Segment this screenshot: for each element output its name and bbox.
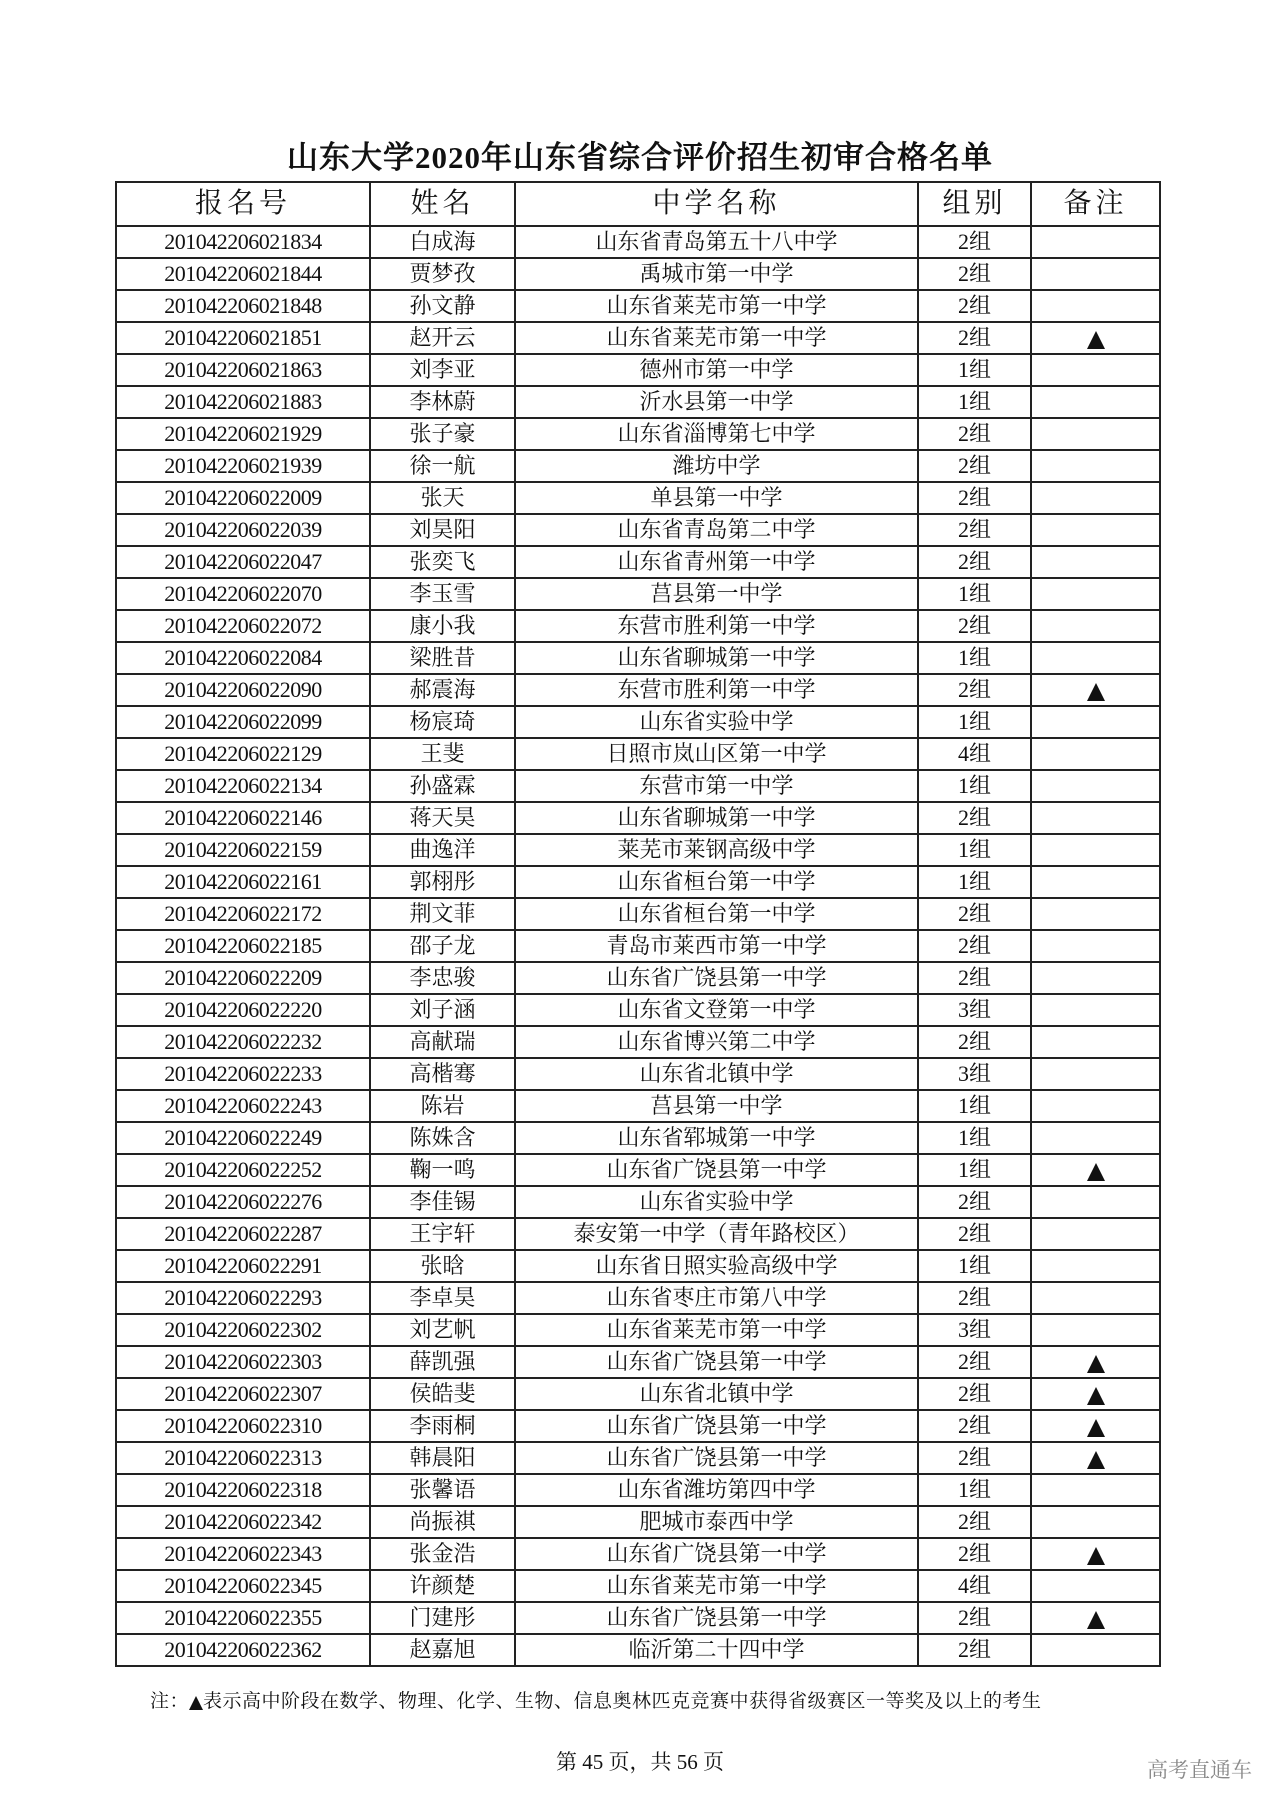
cell-group: 3组 bbox=[918, 1058, 1031, 1090]
cell-school: 莱芜市莱钢高级中学 bbox=[515, 834, 918, 866]
cell-remark bbox=[1031, 802, 1160, 834]
header-name: 姓名 bbox=[370, 182, 515, 226]
cell-group: 2组 bbox=[918, 258, 1031, 290]
cell-name: 许颜楚 bbox=[370, 1570, 515, 1602]
cell-name: 赵开云 bbox=[370, 322, 515, 354]
triangle-icon bbox=[1087, 1419, 1105, 1437]
cell-id: 201042206022233 bbox=[116, 1058, 370, 1090]
cell-school: 山东省广饶县第一中学 bbox=[515, 1602, 918, 1634]
cell-school: 山东省广饶县第一中学 bbox=[515, 962, 918, 994]
cell-group: 1组 bbox=[918, 866, 1031, 898]
table-row bbox=[116, 866, 1160, 898]
table-row bbox=[116, 1154, 1160, 1186]
table-row bbox=[116, 738, 1160, 770]
cell-name: 邵子龙 bbox=[370, 930, 515, 962]
table-row bbox=[116, 1090, 1160, 1122]
cell-name: 郝震海 bbox=[370, 674, 515, 706]
cell-school: 东营市胜利第一中学 bbox=[515, 610, 918, 642]
cell-group: 1组 bbox=[918, 1090, 1031, 1122]
cell-remark bbox=[1031, 1090, 1160, 1122]
table-row bbox=[116, 674, 1160, 706]
cell-id: 201042206021929 bbox=[116, 418, 370, 450]
cell-name: 鞠一鸣 bbox=[370, 1154, 515, 1186]
candidate-table bbox=[115, 181, 1161, 1667]
cell-id: 201042206022047 bbox=[116, 546, 370, 578]
table-row bbox=[116, 1314, 1160, 1346]
table-row bbox=[116, 642, 1160, 674]
table-row bbox=[116, 1122, 1160, 1154]
cell-remark bbox=[1031, 898, 1160, 930]
cell-id: 201042206022287 bbox=[116, 1218, 370, 1250]
cell-id: 201042206022099 bbox=[116, 706, 370, 738]
cell-group: 2组 bbox=[918, 962, 1031, 994]
cell-name: 门建彤 bbox=[370, 1602, 515, 1634]
cell-id: 201042206022159 bbox=[116, 834, 370, 866]
cell-id: 201042206022220 bbox=[116, 994, 370, 1026]
table-row bbox=[116, 610, 1160, 642]
cell-remark bbox=[1031, 1570, 1160, 1602]
cell-id: 201042206022185 bbox=[116, 930, 370, 962]
table-row bbox=[116, 514, 1160, 546]
page-number: 第 45 页，共 56 页 bbox=[556, 1750, 724, 1774]
cell-remark bbox=[1031, 994, 1160, 1026]
cell-group: 2组 bbox=[918, 290, 1031, 322]
triangle-icon bbox=[1087, 1451, 1105, 1469]
table-row bbox=[116, 994, 1160, 1026]
cell-id: 201042206022302 bbox=[116, 1314, 370, 1346]
cell-remark bbox=[1031, 514, 1160, 546]
cell-remark bbox=[1031, 1058, 1160, 1090]
cell-school: 山东省日照实验高级中学 bbox=[515, 1250, 918, 1282]
cell-school: 山东省广饶县第一中学 bbox=[515, 1346, 918, 1378]
cell-group: 2组 bbox=[918, 514, 1031, 546]
cell-name: 李雨桐 bbox=[370, 1410, 515, 1442]
cell-school: 临沂第二十四中学 bbox=[515, 1634, 918, 1666]
cell-school: 山东省实验中学 bbox=[515, 706, 918, 738]
table-header-row bbox=[116, 182, 1160, 226]
cell-name: 陈姝含 bbox=[370, 1122, 515, 1154]
cell-group: 2组 bbox=[918, 1634, 1031, 1666]
cell-id: 201042206022342 bbox=[116, 1506, 370, 1538]
cell-remark bbox=[1031, 386, 1160, 418]
header-group: 组别 bbox=[918, 182, 1031, 226]
cell-remark bbox=[1031, 1218, 1160, 1250]
cell-name: 张天 bbox=[370, 482, 515, 514]
cell-remark bbox=[1031, 674, 1160, 706]
cell-group: 1组 bbox=[918, 1474, 1031, 1506]
cell-school: 山东省桓台第一中学 bbox=[515, 866, 918, 898]
cell-school: 泰安第一中学（青年路校区） bbox=[515, 1218, 918, 1250]
cell-name: 尚振祺 bbox=[370, 1506, 515, 1538]
triangle-icon bbox=[1087, 1611, 1105, 1629]
cell-group: 2组 bbox=[918, 1026, 1031, 1058]
cell-school: 山东省广饶县第一中学 bbox=[515, 1538, 918, 1570]
table-row bbox=[116, 1250, 1160, 1282]
cell-school: 山东省广饶县第一中学 bbox=[515, 1154, 918, 1186]
cell-group: 2组 bbox=[918, 1282, 1031, 1314]
cell-group: 2组 bbox=[918, 898, 1031, 930]
table-row bbox=[116, 1186, 1160, 1218]
cell-name: 王斐 bbox=[370, 738, 515, 770]
table-row bbox=[116, 1634, 1160, 1666]
cell-group: 2组 bbox=[918, 1442, 1031, 1474]
cell-remark bbox=[1031, 322, 1160, 354]
cell-group: 2组 bbox=[918, 930, 1031, 962]
cell-id: 201042206021939 bbox=[116, 450, 370, 482]
cell-name: 孙盛霖 bbox=[370, 770, 515, 802]
table-row bbox=[116, 418, 1160, 450]
cell-remark bbox=[1031, 1346, 1160, 1378]
table-row bbox=[116, 802, 1160, 834]
cell-group: 3组 bbox=[918, 1314, 1031, 1346]
cell-id: 201042206022252 bbox=[116, 1154, 370, 1186]
table-row bbox=[116, 706, 1160, 738]
cell-name: 刘艺帆 bbox=[370, 1314, 515, 1346]
cell-school: 肥城市泰西中学 bbox=[515, 1506, 918, 1538]
cell-school: 山东省聊城第一中学 bbox=[515, 642, 918, 674]
table-row bbox=[116, 1474, 1160, 1506]
cell-school: 山东省淄博第七中学 bbox=[515, 418, 918, 450]
cell-school: 山东省桓台第一中学 bbox=[515, 898, 918, 930]
cell-group: 4组 bbox=[918, 1570, 1031, 1602]
cell-remark bbox=[1031, 866, 1160, 898]
cell-group: 2组 bbox=[918, 1346, 1031, 1378]
table-row bbox=[116, 1410, 1160, 1442]
triangle-icon bbox=[189, 1696, 203, 1710]
cell-school: 山东省实验中学 bbox=[515, 1186, 918, 1218]
table-row bbox=[116, 1570, 1160, 1602]
cell-remark bbox=[1031, 1186, 1160, 1218]
triangle-icon bbox=[1087, 331, 1105, 349]
cell-name: 张晗 bbox=[370, 1250, 515, 1282]
cell-group: 2组 bbox=[918, 322, 1031, 354]
cell-group: 2组 bbox=[918, 1602, 1031, 1634]
cell-name: 杨宸琦 bbox=[370, 706, 515, 738]
cell-group: 1组 bbox=[918, 706, 1031, 738]
table-row bbox=[116, 1538, 1160, 1570]
cell-remark bbox=[1031, 546, 1160, 578]
cell-name: 李佳锡 bbox=[370, 1186, 515, 1218]
cell-id: 201042206022291 bbox=[116, 1250, 370, 1282]
table-row bbox=[116, 1282, 1160, 1314]
cell-remark bbox=[1031, 962, 1160, 994]
cell-group: 1组 bbox=[918, 386, 1031, 418]
cell-remark bbox=[1031, 482, 1160, 514]
cell-id: 201042206022303 bbox=[116, 1346, 370, 1378]
cell-name: 张奕飞 bbox=[370, 546, 515, 578]
table-row bbox=[116, 930, 1160, 962]
cell-name: 薛凯强 bbox=[370, 1346, 515, 1378]
cell-school: 山东省聊城第一中学 bbox=[515, 802, 918, 834]
cell-name: 韩晨阳 bbox=[370, 1442, 515, 1474]
cell-id: 201042206021834 bbox=[116, 226, 370, 258]
cell-id: 201042206022243 bbox=[116, 1090, 370, 1122]
cell-school: 山东省青岛第五十八中学 bbox=[515, 226, 918, 258]
cell-name: 陈岩 bbox=[370, 1090, 515, 1122]
cell-remark bbox=[1031, 610, 1160, 642]
cell-name: 曲逸洋 bbox=[370, 834, 515, 866]
cell-school: 山东省博兴第二中学 bbox=[515, 1026, 918, 1058]
cell-id: 201042206022090 bbox=[116, 674, 370, 706]
cell-school: 单县第一中学 bbox=[515, 482, 918, 514]
cell-remark bbox=[1031, 578, 1160, 610]
cell-name: 高楷骞 bbox=[370, 1058, 515, 1090]
watermark: 高考直通车 bbox=[1147, 1758, 1252, 1782]
cell-name: 李林蔚 bbox=[370, 386, 515, 418]
cell-id: 201042206022232 bbox=[116, 1026, 370, 1058]
cell-group: 2组 bbox=[918, 450, 1031, 482]
cell-name: 李玉雪 bbox=[370, 578, 515, 610]
table-row bbox=[116, 258, 1160, 290]
cell-group: 1组 bbox=[918, 642, 1031, 674]
cell-group: 2组 bbox=[918, 1410, 1031, 1442]
table-row bbox=[116, 1026, 1160, 1058]
cell-group: 1组 bbox=[918, 1122, 1031, 1154]
cell-remark bbox=[1031, 450, 1160, 482]
cell-group: 2组 bbox=[918, 610, 1031, 642]
cell-group: 2组 bbox=[918, 1506, 1031, 1538]
cell-remark bbox=[1031, 1026, 1160, 1058]
cell-remark bbox=[1031, 1282, 1160, 1314]
cell-group: 2组 bbox=[918, 482, 1031, 514]
table-row bbox=[116, 770, 1160, 802]
cell-id: 201042206022313 bbox=[116, 1442, 370, 1474]
cell-remark bbox=[1031, 1442, 1160, 1474]
cell-name: 梁胜昔 bbox=[370, 642, 515, 674]
footnote-prefix: 注： bbox=[150, 1691, 190, 1712]
cell-id: 201042206022161 bbox=[116, 866, 370, 898]
table-row bbox=[116, 290, 1160, 322]
cell-remark bbox=[1031, 1250, 1160, 1282]
cell-group: 1组 bbox=[918, 770, 1031, 802]
cell-id: 201042206022129 bbox=[116, 738, 370, 770]
cell-remark bbox=[1031, 1410, 1160, 1442]
cell-id: 201042206021851 bbox=[116, 322, 370, 354]
cell-school: 山东省文登第一中学 bbox=[515, 994, 918, 1026]
cell-school: 东营市第一中学 bbox=[515, 770, 918, 802]
cell-school: 莒县第一中学 bbox=[515, 578, 918, 610]
cell-id: 201042206022276 bbox=[116, 1186, 370, 1218]
cell-group: 2组 bbox=[918, 226, 1031, 258]
cell-school: 山东省北镇中学 bbox=[515, 1378, 918, 1410]
cell-id: 201042206021883 bbox=[116, 386, 370, 418]
table-row bbox=[116, 482, 1160, 514]
cell-name: 刘昊阳 bbox=[370, 514, 515, 546]
cell-school: 山东省广饶县第一中学 bbox=[515, 1442, 918, 1474]
cell-remark bbox=[1031, 418, 1160, 450]
cell-remark bbox=[1031, 258, 1160, 290]
cell-remark bbox=[1031, 1506, 1160, 1538]
cell-name: 张馨语 bbox=[370, 1474, 515, 1506]
page-title: 山东大学2020年山东省综合评价招生初审合格名单 bbox=[287, 140, 993, 175]
cell-school: 山东省北镇中学 bbox=[515, 1058, 918, 1090]
cell-id: 201042206022084 bbox=[116, 642, 370, 674]
table-row bbox=[116, 226, 1160, 258]
cell-group: 2组 bbox=[918, 674, 1031, 706]
cell-group: 1组 bbox=[918, 1154, 1031, 1186]
header-id: 报名号 bbox=[116, 182, 370, 226]
cell-group: 1组 bbox=[918, 1250, 1031, 1282]
cell-name: 康小我 bbox=[370, 610, 515, 642]
table-row bbox=[116, 1218, 1160, 1250]
cell-school: 山东省青州第一中学 bbox=[515, 546, 918, 578]
cell-school: 山东省潍坊第四中学 bbox=[515, 1474, 918, 1506]
cell-school: 潍坊中学 bbox=[515, 450, 918, 482]
cell-id: 201042206022362 bbox=[116, 1634, 370, 1666]
cell-school: 山东省莱芜市第一中学 bbox=[515, 1570, 918, 1602]
cell-school: 山东省郓城第一中学 bbox=[515, 1122, 918, 1154]
cell-remark bbox=[1031, 1634, 1160, 1666]
table-row bbox=[116, 354, 1160, 386]
cell-remark bbox=[1031, 642, 1160, 674]
cell-remark bbox=[1031, 930, 1160, 962]
cell-id: 201042206022293 bbox=[116, 1282, 370, 1314]
cell-id: 201042206022318 bbox=[116, 1474, 370, 1506]
cell-group: 2组 bbox=[918, 418, 1031, 450]
table-row bbox=[116, 1058, 1160, 1090]
cell-group: 2组 bbox=[918, 802, 1031, 834]
table-row bbox=[116, 1378, 1160, 1410]
table-row bbox=[116, 1346, 1160, 1378]
cell-school: 山东省莱芜市第一中学 bbox=[515, 1314, 918, 1346]
cell-name: 张子豪 bbox=[370, 418, 515, 450]
triangle-icon bbox=[1087, 1547, 1105, 1565]
cell-id: 201042206022146 bbox=[116, 802, 370, 834]
header-school: 中学名称 bbox=[515, 182, 918, 226]
cell-group: 2组 bbox=[918, 546, 1031, 578]
cell-group: 2组 bbox=[918, 1218, 1031, 1250]
cell-id: 201042206022355 bbox=[116, 1602, 370, 1634]
cell-remark bbox=[1031, 1474, 1160, 1506]
cell-id: 201042206022009 bbox=[116, 482, 370, 514]
cell-name: 蒋天昊 bbox=[370, 802, 515, 834]
cell-id: 201042206022310 bbox=[116, 1410, 370, 1442]
cell-group: 4组 bbox=[918, 738, 1031, 770]
cell-name: 张金浩 bbox=[370, 1538, 515, 1570]
cell-school: 日照市岚山区第一中学 bbox=[515, 738, 918, 770]
cell-id: 201042206021848 bbox=[116, 290, 370, 322]
cell-school: 德州市第一中学 bbox=[515, 354, 918, 386]
cell-remark bbox=[1031, 1314, 1160, 1346]
cell-group: 1组 bbox=[918, 834, 1031, 866]
cell-id: 201042206022070 bbox=[116, 578, 370, 610]
table-row bbox=[116, 834, 1160, 866]
cell-school: 山东省莱芜市第一中学 bbox=[515, 290, 918, 322]
table-row bbox=[116, 1506, 1160, 1538]
cell-remark bbox=[1031, 1122, 1160, 1154]
cell-remark bbox=[1031, 706, 1160, 738]
cell-remark bbox=[1031, 770, 1160, 802]
cell-name: 王宇轩 bbox=[370, 1218, 515, 1250]
table-row bbox=[116, 578, 1160, 610]
cell-school: 青岛市莱西市第一中学 bbox=[515, 930, 918, 962]
cell-remark bbox=[1031, 226, 1160, 258]
header-remark: 备注 bbox=[1031, 182, 1160, 226]
table-row bbox=[116, 386, 1160, 418]
table-row bbox=[116, 450, 1160, 482]
cell-name: 荆文菲 bbox=[370, 898, 515, 930]
cell-remark bbox=[1031, 1154, 1160, 1186]
cell-id: 201042206022343 bbox=[116, 1538, 370, 1570]
cell-id: 201042206021844 bbox=[116, 258, 370, 290]
cell-school: 山东省莱芜市第一中学 bbox=[515, 322, 918, 354]
cell-school: 莒县第一中学 bbox=[515, 1090, 918, 1122]
cell-id: 201042206022249 bbox=[116, 1122, 370, 1154]
cell-name: 白成海 bbox=[370, 226, 515, 258]
cell-remark bbox=[1031, 1538, 1160, 1570]
cell-school: 山东省广饶县第一中学 bbox=[515, 1410, 918, 1442]
cell-id: 201042206022039 bbox=[116, 514, 370, 546]
cell-name: 高献瑞 bbox=[370, 1026, 515, 1058]
cell-school: 禹城市第一中学 bbox=[515, 258, 918, 290]
cell-id: 201042206022134 bbox=[116, 770, 370, 802]
table-row bbox=[116, 898, 1160, 930]
cell-school: 东营市胜利第一中学 bbox=[515, 674, 918, 706]
cell-group: 1组 bbox=[918, 578, 1031, 610]
cell-name: 侯皓斐 bbox=[370, 1378, 515, 1410]
cell-name: 刘李亚 bbox=[370, 354, 515, 386]
cell-name: 贾梦孜 bbox=[370, 258, 515, 290]
cell-name: 李卓昊 bbox=[370, 1282, 515, 1314]
table-row bbox=[116, 1602, 1160, 1634]
cell-remark bbox=[1031, 738, 1160, 770]
table-row bbox=[116, 1442, 1160, 1474]
cell-name: 刘子涵 bbox=[370, 994, 515, 1026]
footnote bbox=[150, 1686, 1042, 1713]
cell-remark bbox=[1031, 834, 1160, 866]
cell-remark bbox=[1031, 1602, 1160, 1634]
cell-group: 1组 bbox=[918, 354, 1031, 386]
cell-group: 2组 bbox=[918, 1538, 1031, 1570]
triangle-icon bbox=[1087, 1355, 1105, 1373]
cell-name: 孙文静 bbox=[370, 290, 515, 322]
table-row bbox=[116, 962, 1160, 994]
triangle-icon bbox=[1087, 683, 1105, 701]
triangle-icon bbox=[1087, 1163, 1105, 1181]
cell-name: 李忠骏 bbox=[370, 962, 515, 994]
cell-school: 山东省枣庄市第八中学 bbox=[515, 1282, 918, 1314]
cell-id: 201042206022072 bbox=[116, 610, 370, 642]
cell-group: 2组 bbox=[918, 1378, 1031, 1410]
cell-remark bbox=[1031, 1378, 1160, 1410]
cell-id: 201042206022209 bbox=[116, 962, 370, 994]
cell-group: 2组 bbox=[918, 1186, 1031, 1218]
cell-id: 201042206021863 bbox=[116, 354, 370, 386]
table-row bbox=[116, 546, 1160, 578]
cell-id: 201042206022307 bbox=[116, 1378, 370, 1410]
cell-school: 山东省青岛第二中学 bbox=[515, 514, 918, 546]
cell-id: 201042206022172 bbox=[116, 898, 370, 930]
triangle-icon bbox=[1087, 1387, 1105, 1405]
cell-school: 沂水县第一中学 bbox=[515, 386, 918, 418]
cell-id: 201042206022345 bbox=[116, 1570, 370, 1602]
cell-remark bbox=[1031, 290, 1160, 322]
table-row bbox=[116, 322, 1160, 354]
cell-name: 赵嘉旭 bbox=[370, 1634, 515, 1666]
cell-name: 郭栩彤 bbox=[370, 866, 515, 898]
footnote-text: 表示高中阶段在数学、物理、化学、生物、信息奥林匹克竞赛中获得省级赛区一等奖及以上的考生 bbox=[203, 1691, 1042, 1712]
cell-remark bbox=[1031, 354, 1160, 386]
cell-group: 3组 bbox=[918, 994, 1031, 1026]
cell-name: 徐一航 bbox=[370, 450, 515, 482]
